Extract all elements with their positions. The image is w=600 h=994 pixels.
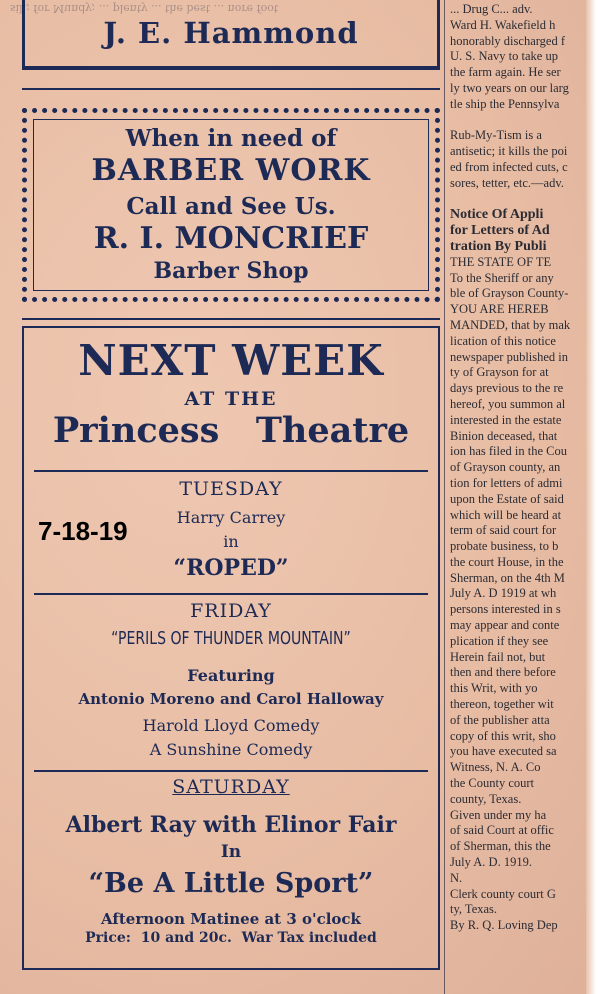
right-column-line: of Sherman, this the bbox=[450, 839, 551, 854]
right-column-line: Clerk county court G bbox=[450, 886, 556, 901]
right-column-line: the court House, in the bbox=[450, 554, 564, 569]
bleed-through-text: sill; for Mundy; ... plenty ... the best ... nore foot bbox=[10, 2, 279, 15]
right-column-line: upon the Estate of said bbox=[450, 491, 564, 506]
right-column-line: Binion deceased, that bbox=[450, 428, 558, 443]
friday-rule bbox=[34, 593, 428, 595]
saturday-price: Price: 10 and 20c. War Tax included bbox=[85, 930, 377, 946]
friday-stars: Antonio Moreno and Carol Halloway bbox=[78, 690, 384, 708]
right-column-line: tion for letters of admi bbox=[450, 475, 563, 490]
saturday-film: “Be A Little Sport” bbox=[88, 868, 374, 899]
saturday-stars: Albert Ray with Elinor Fair bbox=[65, 812, 397, 838]
right-column-line: Rub-My-Tism is a bbox=[450, 128, 542, 143]
right-column-line: of Grayson county, an bbox=[450, 460, 561, 475]
right-column-line: Herein fail not, but bbox=[450, 649, 546, 664]
right-column bbox=[446, 0, 600, 994]
right-column-line bbox=[450, 192, 600, 208]
right-column-line: Notice Of Appli bbox=[450, 207, 544, 223]
right-column-line: July A. D. 1919. bbox=[450, 855, 532, 870]
right-column-line: the County court bbox=[450, 776, 535, 791]
right-column-line: THE STATE OF TE bbox=[450, 254, 552, 269]
right-column-line: of the publisher atta bbox=[450, 712, 550, 727]
right-column-line: days previous to the re bbox=[450, 381, 564, 396]
theatre-name: Princess Theatre bbox=[52, 410, 410, 451]
tuesday-label: TUESDAY bbox=[179, 478, 283, 500]
right-column-line: MANDED, that by mak bbox=[450, 317, 571, 332]
friday-film: “PERILS OF THUNDER MOUNTAIN” bbox=[111, 628, 351, 649]
tuesday-film: “ROPED” bbox=[173, 555, 289, 581]
barber-line-5: Barber Shop bbox=[153, 258, 309, 284]
torn-edge bbox=[586, 0, 600, 994]
saturday-rule bbox=[34, 770, 428, 772]
right-column-line: ... Drug C... adv. bbox=[450, 2, 533, 16]
right-column-line: ty of Grayson for at bbox=[450, 365, 549, 380]
right-column-line: U. S. Navy to take up bbox=[450, 49, 558, 64]
right-column-line: of said Court at offic bbox=[450, 823, 554, 838]
right-column-line: copy of this writ, sho bbox=[450, 728, 556, 743]
right-column-line: the farm again. He ser bbox=[450, 65, 561, 80]
right-column-line: county, Texas. bbox=[450, 791, 522, 806]
right-column-line: ly two years on our larg bbox=[450, 80, 569, 95]
barber-line-4: R. I. MONCRIEF bbox=[93, 221, 369, 256]
tuesday-in: in bbox=[223, 532, 239, 551]
theatre-ad bbox=[22, 326, 440, 970]
saturday-matinee: Afternoon Matinee at 3 o'clock bbox=[101, 910, 361, 928]
theatre-at-the: AT THE bbox=[184, 388, 278, 410]
right-column-line: To the Sheriff or any bbox=[450, 270, 554, 285]
right-column-line: for Letters of Ad bbox=[450, 223, 550, 239]
right-column-line: hereof, you summon al bbox=[450, 396, 566, 411]
right-column-line: July A. D 1919 at wh bbox=[450, 586, 557, 601]
right-column-line: ty, Texas. bbox=[450, 902, 498, 917]
friday-comedy-1: Harold Lloyd Comedy bbox=[142, 716, 320, 735]
right-column-line: N. bbox=[450, 870, 463, 885]
right-column-line: ed from infected cuts, c bbox=[450, 159, 568, 174]
barber-ad-border bbox=[22, 108, 440, 302]
barber-line-2: BARBER WORK bbox=[91, 153, 371, 188]
right-column-line: Ward H. Wakefield h bbox=[450, 17, 556, 32]
handwritten-date: 7-18-19 bbox=[38, 516, 128, 546]
friday-comedy-2: A Sunshine Comedy bbox=[149, 740, 313, 759]
theatre-headline: NEXT WEEK bbox=[78, 336, 384, 385]
right-column-line: tration By Publi bbox=[450, 238, 547, 254]
right-column-line: ion has filed in the Cou bbox=[450, 444, 567, 459]
theatre-top-rule bbox=[22, 318, 440, 320]
saturday-label: SATURDAY bbox=[172, 776, 290, 798]
right-column-line: honorably discharged f bbox=[450, 33, 566, 48]
hammond-name: J. E. Hammond bbox=[103, 16, 359, 50]
barber-line-1: When in need of bbox=[125, 125, 337, 152]
right-column-line: Given under my ha bbox=[450, 807, 547, 822]
friday-label: FRIDAY bbox=[190, 600, 272, 622]
right-column-line: probate business, to b bbox=[450, 539, 559, 554]
tuesday-rule bbox=[34, 470, 428, 472]
right-column-line: you have executed sa bbox=[450, 744, 557, 759]
right-column-line: antisetic; it kills the poi bbox=[450, 144, 568, 159]
right-column-line: ble of Grayson County- bbox=[450, 286, 569, 301]
right-column-line: newspaper published in bbox=[450, 349, 569, 364]
friday-featuring: Featuring bbox=[187, 666, 275, 685]
right-column-line: sores, tetter, etc.—adv. bbox=[450, 175, 564, 190]
right-column-line: interested in the estate bbox=[450, 412, 562, 427]
right-column-line: lication of this notice bbox=[450, 333, 556, 348]
right-column-line: YOU ARE HEREB bbox=[450, 302, 549, 317]
right-column-line: By R. Q. Loving Dep bbox=[450, 918, 558, 933]
right-column-line: term of said court for bbox=[450, 523, 557, 538]
right-column-line: persons interested in s bbox=[450, 602, 561, 617]
right-column-line: tle ship the Pennsylva bbox=[450, 96, 560, 111]
right-column-line: may appear and conte bbox=[450, 618, 560, 633]
right-column-line: thereon, together wit bbox=[450, 697, 554, 712]
divider-rule bbox=[22, 88, 440, 90]
right-column-line bbox=[450, 113, 600, 129]
saturday-in: In bbox=[220, 842, 242, 862]
tuesday-star: Harry Carrey bbox=[176, 508, 286, 527]
right-column-line: plication if they see bbox=[450, 633, 549, 648]
barber-line-3: Call and See Us. bbox=[126, 193, 336, 220]
right-column-line: then and there before bbox=[450, 665, 556, 680]
right-column-line: Witness, N. A. Co bbox=[450, 760, 541, 775]
right-column-line: this Writ, with yo bbox=[450, 681, 538, 696]
right-column-line: Sherman, on the 4th M bbox=[450, 570, 565, 585]
hammond-ad bbox=[22, 0, 440, 70]
column-divider bbox=[444, 0, 445, 994]
right-column-line: which will be heard at bbox=[450, 507, 562, 522]
right-column-lines bbox=[446, 0, 600, 934]
